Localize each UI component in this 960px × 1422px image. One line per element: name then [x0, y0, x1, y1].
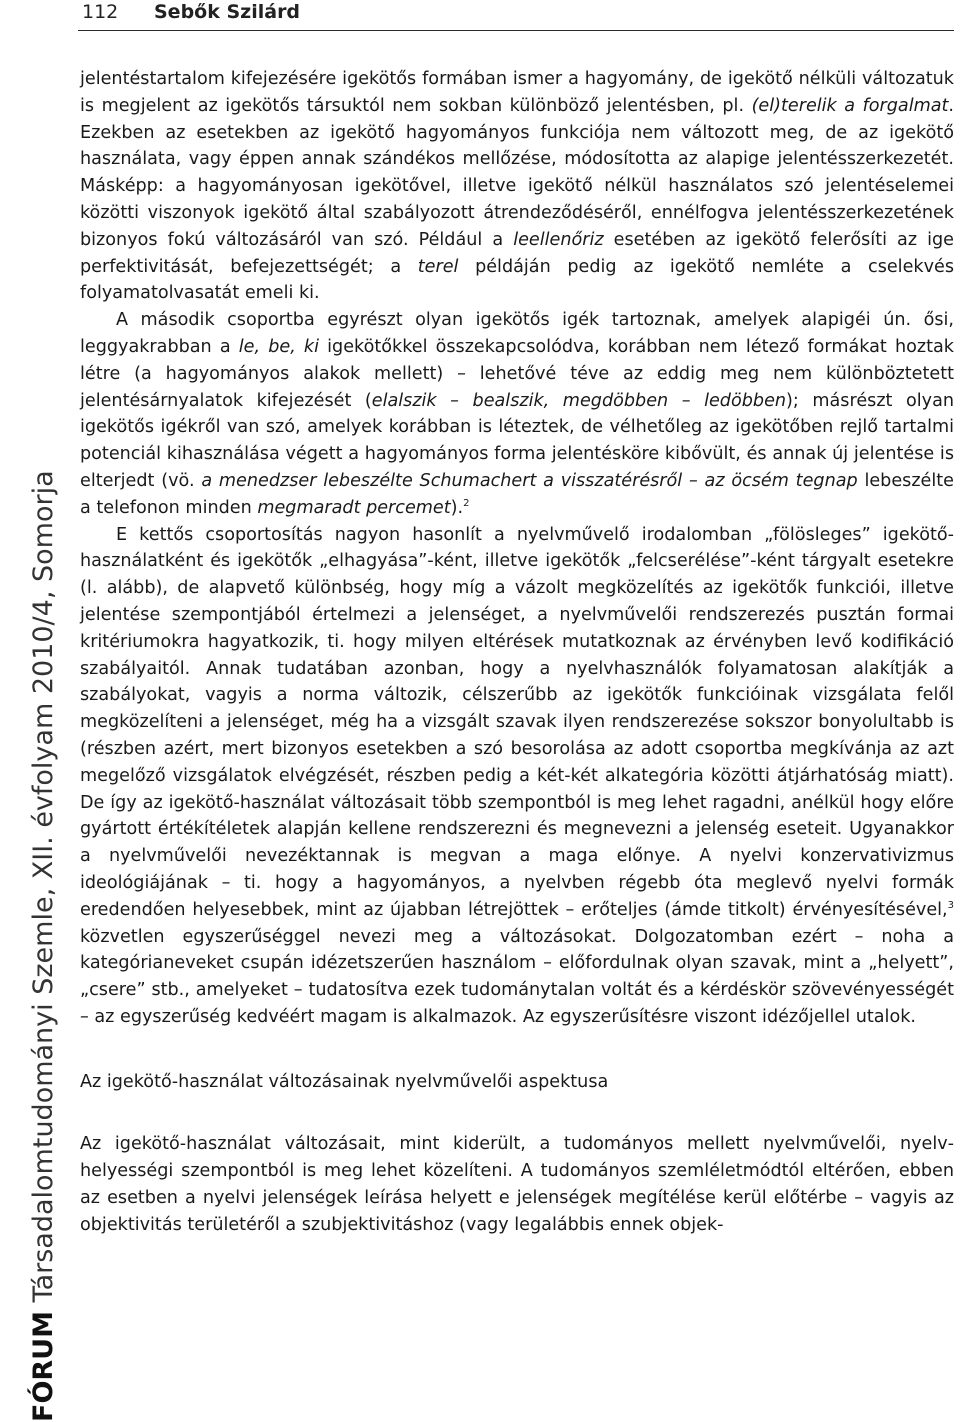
- page-number: 112: [82, 1, 119, 23]
- text-run: . Ezekben az esetekben az igekötő hagyományos funkciója nem változott meg, de az igekötő használata, vagy éppen annak szándékos mellőzése, módosította az alapige jelentésszerkezetét. Másképp: a hagyományosan igekötővel, illetve igekötő nélkül használatos szó jelentéselemei közötti viszonyok igekötő által szabályozott átrendeződéséről, ennélfogva jelentésszerkezetének bizonyos fokú változásáról van szó. Például a: [80, 95, 955, 250]
- journal-sidebar: [0, 0, 60, 1422]
- example-word: terel: [417, 256, 459, 277]
- paragraph-2: [80, 307, 954, 521]
- text-run: példáján pedig az igekötő nemléte a cselekvés folyamatolvasatát emeli ki.: [80, 256, 954, 304]
- text-run: E kettős csoportosítás nagyon hasonlít a nyelvművelő irodalomban „fölösleges” igekötő-használatként és igekötők „elhagyása”-ként, illetve igekötők „felcserélése”-ként tárgyalt esetekre (l. alább), de alapvető különbség, hogy míg a vázolt megközelítés az igekötők funkciói, illetve jelentése szempontjából értelmezi a jelenséget, a nyelvművelői rendszerezés pusztán formai kritériumokra hagyatkozik, ti. hogy milyen eltérések mutatkoznak az érvényben levő kodifikáció szabályaitól. Annak tudatában azonban, hogy a nyelvhasználók folyamatosan alakítják a szabályokat, vagyis a norma változik, célszerűbb az igekötők funkcióinak vizsgálata felől megközelíteni a jelenséget, még ha a vizsgált szavak ilyen rendszerezése sokszor bonyolultabb is (részben azért, mert bizonyos esetekben a szó besorolása az adott csoportba megkívánja az azt megelőző vizsgálatok elvégzését, részben pedig a két-két alkategória közötti átjárhatóság miatt). De így az igekötő-használat változásait több szempontból is meg lehet ragadni, anélkül hogy előre gyártott értékítéletek alapján kellene rendszerezni és megnevezni a jelenség eseteit. Ugyanakkor a nyelvművelői nevezéktannak is megvan a maga előnye. A nyelvi konzervativizmus ideológiájának – ti. hogy a hagyományos, a nyelvben régebb óta meglevő nyelvi formák eredendően helyesebbek, mint az újabban létrejöttek – erőteljes (ámde titkolt) érvényesítésével,: [80, 524, 954, 920]
- footnote-marker: 3: [947, 899, 954, 911]
- article-body: [80, 66, 954, 1239]
- paragraph-4: Az igekötő-használat változásait, mint kiderült, a tudományos mellett nyelvművelői, nyelvhelyességi szempontból is meg lehet közelíteni. A tudományos szemléletmódtól eltérően, ebben az esetben a nyelvi jelenségek leírása helyett e jelenségek megítélése kerül előtérbe – vagyis az objektivitás területéről a szubjektivitáshoz (vagy legalábbis ennek objek-: [80, 1134, 954, 1235]
- journal-details: Társadalomtudományi Szemle, XII. évfolyam 2010/4, Somorja: [28, 470, 59, 1312]
- text-run: igekötőkkel összekapcsolódva, korábban nem létező formákat hoztak létre (a hagyományos alakok mellett) – lehetővé téve az eddig meg nem különböztetett jelentésárnyalatok kifejezését (: [80, 336, 954, 411]
- example-prefixes: le, be, ki: [238, 336, 319, 357]
- text-run: közvetlen egyszerűséggel nevezi meg a változásokat. Dolgozatomban ezért – noha a kategórianeveket csupán idézetszerűen használom – előfordulnak olyan szavak, mint a „helyett”, „csere” stb., amelyeket – tudatosítva ezek tudománytalan voltát és a kérdéskör szövevényességét – az egyszerűség kedvéért magam is alkalmazok. Az egyszerűsítésre viszont idézőjellel utalok.: [80, 926, 954, 1027]
- text-run: ); másrészt olyan igekötős igékről van szó, amelyek korábban is léteztek, de vélhetőleg az igekötőben rejlő tartalmi potenciál kihasználása végett a hagyományos forma jelentésköre kibővült, és annak új jelentése is elterjedt (vö.: [80, 390, 954, 491]
- text-run: ).: [450, 497, 464, 518]
- text-run: esetében az igekötő felerősíti az ige perfektivitását, befejezettségét; a: [80, 229, 954, 277]
- text-run: jelentéstartalom kifejezésére igekötős formában ismer a hagyomány, de igekötő nélküli változatuk is megjelent az igekötős társuktól nem sokban különböző jelentésben, pl.: [80, 69, 954, 116]
- footnote-marker: 2: [463, 497, 470, 509]
- text-run: A második csoportba egyrészt olyan igekötős igék tartoznak, amelyek alapigéi ún. ősi, leggyakrabban a: [80, 310, 954, 357]
- example-pairs: elalszik – bealszik, megdöbben – ledöbben: [371, 390, 787, 411]
- example-sentence-end: megmaradt percemet: [257, 497, 451, 518]
- journal-brand: FÓRUM: [28, 1311, 59, 1422]
- text-run: lebeszélte a telefonon minden: [80, 470, 954, 518]
- journal-citation: [28, 470, 60, 1422]
- section-heading: Az igekötő-használat változásainak nyelvművelői aspektusa: [80, 1071, 609, 1092]
- example-word: leellenőriz: [513, 229, 604, 250]
- page-header: [78, 0, 954, 31]
- paragraph-3: [80, 522, 954, 1031]
- paragraph-1: [80, 66, 954, 307]
- example-sentence: a menedzser lebeszélte Schumachert a visszatérésről – az öcsém tegnap: [201, 470, 858, 491]
- running-head-author: Sebők Szilárd: [154, 1, 301, 23]
- example-phrase: (el)terelik a forgalmat: [751, 95, 949, 116]
